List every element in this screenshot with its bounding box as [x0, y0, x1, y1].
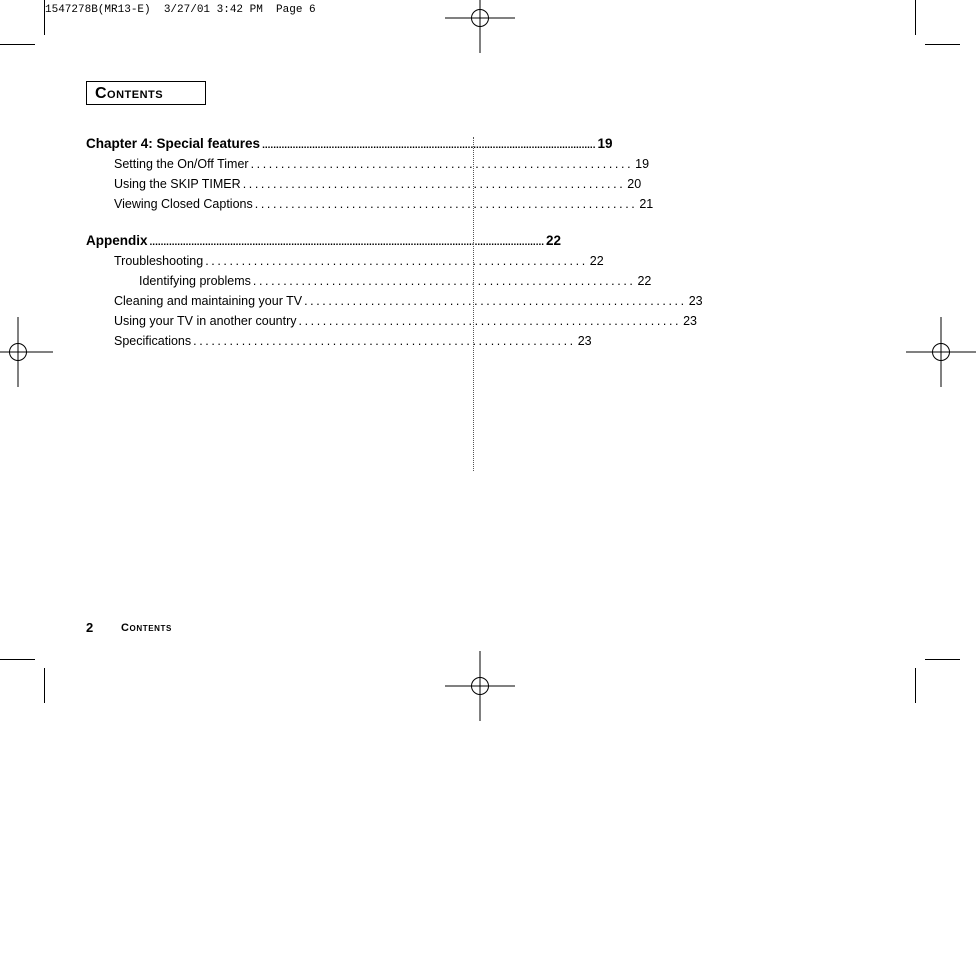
toc-chapter-entry[interactable] — [86, 134, 613, 154]
toc-entry-page: 19 — [597, 136, 613, 151]
toc-entry-label: Using your TV in another country — [114, 314, 297, 328]
dot-leader: ............................................................... — [242, 177, 626, 191]
registration-mark-right-icon — [906, 317, 976, 387]
toc-entry[interactable] — [86, 154, 650, 174]
crop-mark-top-right-vertical — [915, 0, 916, 35]
toc-entry-label: Cleaning and maintaining your TV — [114, 294, 303, 308]
toc-entry[interactable] — [86, 174, 642, 194]
registration-mark-bottom-icon — [445, 651, 515, 721]
toc-entry-page: 20 — [627, 177, 642, 191]
toc-entry-page: 23 — [683, 314, 698, 328]
toc-entry-label: Identifying problems — [139, 274, 251, 288]
toc-entry[interactable] — [86, 271, 652, 291]
toc-entry-page: 23 — [577, 334, 592, 348]
crop-mark-bottom-right-vertical — [915, 668, 916, 703]
toc-entry[interactable] — [86, 251, 604, 271]
toc-appendix-entry[interactable] — [86, 231, 562, 251]
table-of-contents — [86, 134, 703, 351]
toc-entry-page: 22 — [546, 233, 562, 248]
dot-leader: ........................................................................................................................ — [262, 140, 596, 151]
toc-entry[interactable] — [86, 311, 698, 331]
dot-leader: ............................................................... — [205, 254, 588, 268]
crop-mark-top-right-horizontal — [925, 44, 960, 45]
dot-leader: ............................................................... — [298, 314, 682, 328]
dot-leader: ............................................................... — [193, 334, 576, 348]
toc-entry-label: Setting the On/Off Timer — [114, 157, 249, 171]
toc-entry-label: Viewing Closed Captions — [114, 197, 253, 211]
toc-entry-page: 22 — [637, 274, 652, 288]
footer-section-title: Contents — [121, 622, 172, 634]
dot-leader: .............................................................................................................................................. — [149, 237, 545, 248]
crop-mark-bottom-right-horizontal — [925, 659, 960, 660]
toc-entry[interactable] — [86, 194, 654, 214]
column-divider — [473, 137, 474, 471]
toc-entry[interactable] — [86, 291, 703, 311]
printer-slug: 1547278B(MR13-E) 3/27/01 3:42 PM Page 6 — [45, 4, 316, 16]
toc-entry-label: Using the SKIP TIMER — [114, 177, 241, 191]
registration-mark-left-icon — [0, 317, 53, 387]
registration-mark-top-icon — [445, 0, 515, 53]
page-title: Contents — [95, 85, 164, 102]
toc-entry-label: Chapter 4: Special features — [86, 136, 261, 151]
toc-entry-label: Specifications — [114, 334, 192, 348]
toc-entry-page: 19 — [635, 157, 650, 171]
crop-mark-top-left-horizontal — [0, 44, 35, 45]
dot-leader: ............................................................... — [254, 197, 638, 211]
toc-entry-page: 21 — [639, 197, 654, 211]
crop-mark-top-left-vertical — [44, 0, 45, 35]
footer-page-number: 2 — [86, 620, 94, 635]
dot-leader: ............................................................... — [252, 274, 636, 288]
toc-entry-label: Troubleshooting — [114, 254, 204, 268]
dot-leader: ............................................................... — [304, 294, 687, 308]
toc-entry-label: Appendix — [86, 233, 148, 248]
crop-mark-bottom-left-vertical — [44, 668, 45, 703]
toc-entry-page: 22 — [589, 254, 604, 268]
toc-entry[interactable] — [86, 331, 592, 351]
dot-leader: ............................................................... — [250, 157, 634, 171]
toc-entry-page: 23 — [688, 294, 703, 308]
crop-mark-bottom-left-horizontal — [0, 659, 35, 660]
